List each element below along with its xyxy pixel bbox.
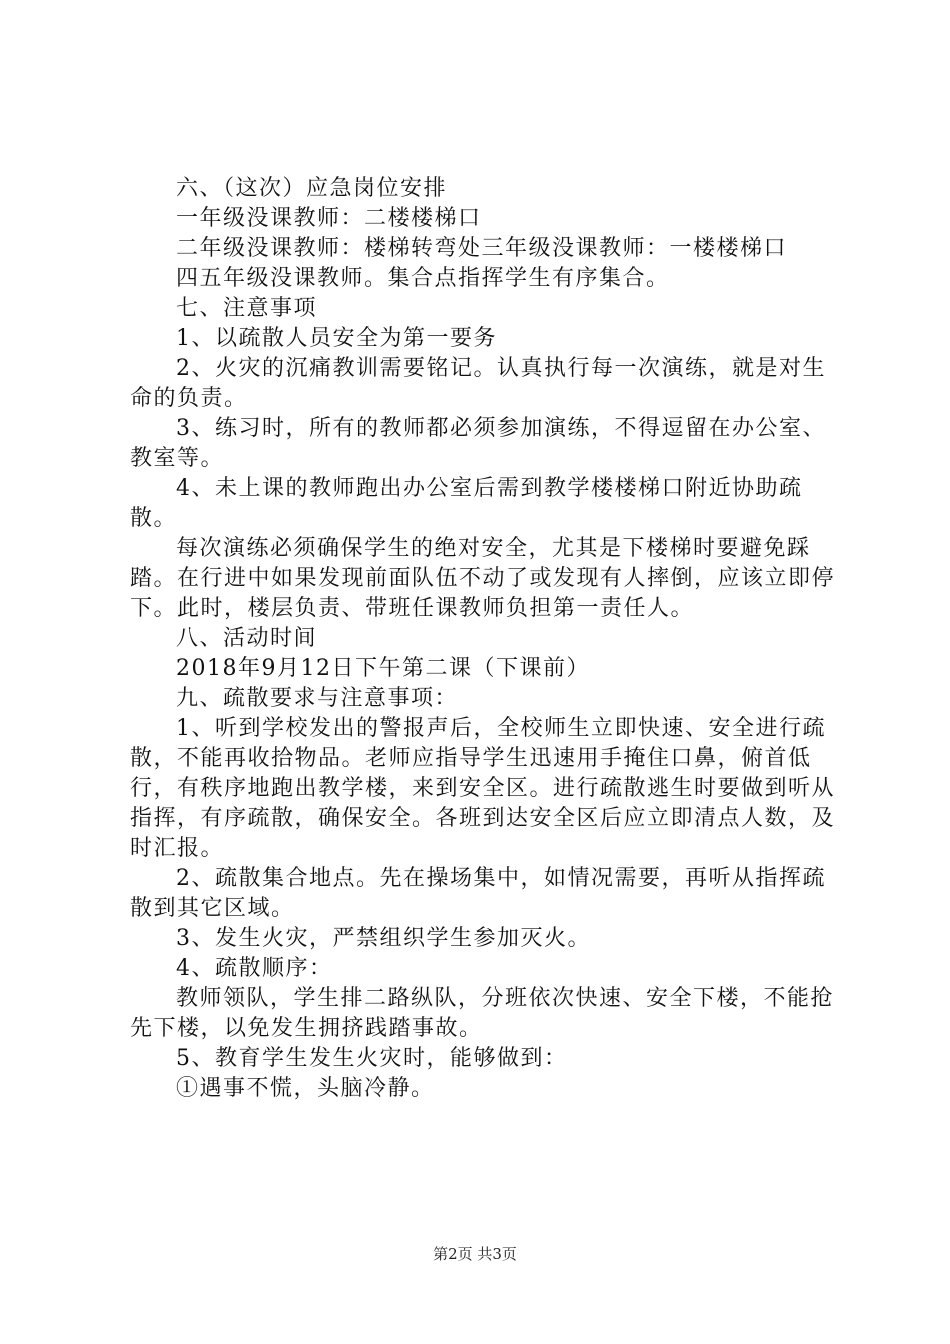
paragraph: ①遇事不慌，头脑冷静。 <box>176 1076 435 1101</box>
document-body <box>130 174 835 1104</box>
paragraph-section-eight-heading: 八、活动时间 <box>176 626 318 651</box>
paragraph: 5、教育学生发生火灾时，能够做到： <box>176 1046 568 1071</box>
paragraph-section-six-heading: 六、（这次）应急岗位安排 <box>176 176 448 201</box>
paragraph: 一年级没课教师：二楼楼梯口 <box>176 206 482 231</box>
paragraph: 2、疏散集合地点。先在操场集中，如情况需要，再听从指挥疏散到其它区域。 <box>130 866 826 921</box>
paragraph-section-seven-heading: 七、注意事项 <box>176 296 318 321</box>
paragraph: 二年级没课教师：楼梯转弯处三年级没课教师：一楼楼梯口 <box>176 236 788 261</box>
paragraph: 2、火灾的沉痛教训需要铭记。认真执行每一次演练，就是对生命的负责。 <box>130 356 826 411</box>
paragraph-section-nine-heading: 九、疏散要求与注意事项： <box>176 686 459 711</box>
paragraph: 1、以疏散人员安全为第一要务 <box>176 326 497 351</box>
paragraph-activity-date: 2018年9月12日下午第二课（下课前） <box>176 656 590 681</box>
paragraph: 教师领队，学生排二路纵队，分班依次快速、安全下楼，不能抢先下楼，以免发生拥挤践踏事故。 <box>130 986 835 1041</box>
paragraph: 3、练习时，所有的教师都必须参加演练，不得逗留在办公室、教室等。 <box>130 416 826 471</box>
paragraph: 四五年级没课教师。集合点指挥学生有序集合。 <box>176 266 670 291</box>
paragraph: 每次演练必须确保学生的绝对安全，尤其是下楼梯时要避免踩踏。在行进中如果发现前面队伍不动了或发现有人摔倒，应该立即停下。此时，楼层负责、带班任课教师负担第一责任人。 <box>130 536 836 621</box>
paragraph: 4、未上课的教师跑出办公室后需到教学楼楼梯口附近协助疏散。 <box>130 476 803 531</box>
paragraph: 4、疏散顺序： <box>176 956 333 981</box>
page-number-footer: 第2页 共3页 <box>433 1245 517 1263</box>
paragraph: 1、听到学校发出的警报声后，全校师生立即快速、安全进行疏散，不能再收拾物品。老师应指导学生迅速用手掩住口鼻，俯首低行，有秩序地跑出教学楼，来到安全区。进行疏散逃生时要做到听从指挥，有序疏散，确保安全。各班到达安全区后应立即清点人数，及时汇报。 <box>130 716 836 861</box>
paragraph: 3、发生火灾，严禁组织学生参加灭火。 <box>176 926 591 951</box>
